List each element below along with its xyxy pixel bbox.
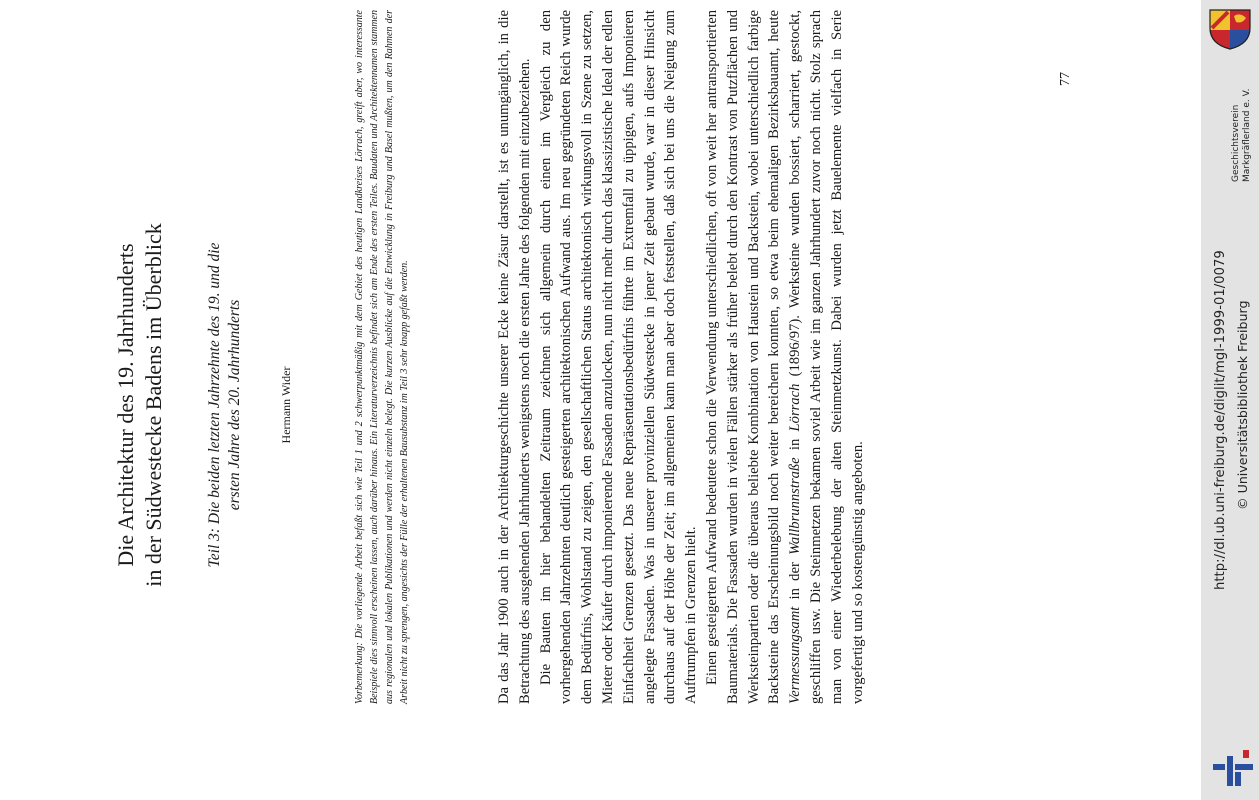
- author-name: Hermann Wider: [279, 366, 293, 444]
- society-name: [1231, 89, 1253, 182]
- copyright-notice: © Universitätsbibliothek Freiburg: [1235, 300, 1250, 510]
- paragraph-3-text: in: [787, 431, 804, 458]
- subtitle-line-1: Teil 3: Die beiden letzten Jahrzehnte des 19. und die: [206, 242, 223, 568]
- place-wallbrunnstrasse: Wallbrunnstraße: [787, 457, 804, 555]
- library-logo-icon: [1211, 748, 1255, 788]
- paragraph-2: Die Bauten im hier behandelten Zeitraum zeichnen sich allgemein durch einen im Vergleich zu den vorhergehenden Jahrzehnten deutlich gesteigerten architektonischen Aufwand aus. Im neu gegründeten Reich wurde dem Bedürfnis, Wohlstand zu zeigen, den gesellschaftlichen Status architektonisch wirkungsvoll in Szene zu setzen, Mieter oder Käufer durch imponierende Fassaden anzulocken, nun nicht mehr durch das klassizistische Ideal der edlen Einfachheit Grenzen gesetzt. Das neue Repräsentationsbedürfnis führte im Extremfall zu üppigen, aufs Imponieren angelegte Fassaden. Was in unserer provinziellen Südwestecke in jener Zeit gebaut wurde, war in dieser Hinsicht durchaus auf der Höhe der Zeit; im allgemeinen kann man aber doch feststellen, daß sich bei uns die Neigung zum Auftrumpfen in Grenzen hielt.: [537, 10, 700, 704]
- paragraph-3-text: (1896/97). Werksteine wurden bossiert, scharriert, gestockt, geschliffen usw. Die Steinmetzen bekamen soviel Arbeit wie im ganzen Jahrhundert zuvor noch nicht. Stolz sprach man von einer Wiederbelebung der alten Steinmetzkunst. Dabei wurden jetzt Bauelemente vielfach in Serie vorgefertigt und so kostengünstig angeboten.: [787, 9, 866, 704]
- society-line-2: Markgräflerland e. V.: [1242, 88, 1252, 182]
- article-body: [494, 10, 868, 704]
- title-line-1: Die Architektur des 19. Jahrhunderts: [113, 243, 138, 567]
- place-vermessungsamt: Vermessungsamt: [787, 606, 804, 704]
- page-number: 77: [1058, 72, 1073, 86]
- subtitle-line-2: ersten Jahre des 20. Jahrhunderts: [226, 299, 243, 511]
- place-loerrach: Lörrach: [787, 383, 804, 432]
- article-title: [112, 10, 168, 800]
- society-line-1: Geschichtsverein: [1231, 104, 1241, 182]
- coat-of-arms-icon: [1208, 8, 1252, 50]
- paragraph-1: Da das Jahr 1900 auch in der Architekturgeschichte unserer Ecke keine Zäsur darstellt, ist es unumgänglich, in die Betrachtung des ausgehenden Jahrhunderts wenigstens noch die ersten Jahre des folgenden mit einzubeziehen.: [496, 10, 533, 704]
- article-subtitle: [205, 10, 245, 800]
- paragraph-3-text: in der: [787, 554, 804, 607]
- paragraph-3-text: Einen gesteigerten Aufwand bedeutete schon die Verwendung unterschiedlichen, oft von weit her antransportierten Baumaterials. Die Fassaden wurden in vielen Fällen stärker als früher belebt durch den Kontrast von Putzflächen und Werksteinpartien oder die überaus beliebte Kombination von Haustein und Backstein, wobei unterschiedlich farbige Backsteine das Erscheinungsbild noch weiter bereichern konnten, so etwa beim ehemaligen Bezirksbauamt, heute: [703, 10, 783, 704]
- source-url-link[interactable]: http://dl.ub.uni-freiburg.de/diglit/mgl-1999-01/0079: [1213, 250, 1228, 590]
- title-line-2: in der Südwestecke Badens im Überblick: [141, 223, 166, 587]
- paragraph-3: [702, 10, 868, 704]
- preliminary-remark: Vorbemerkung: Die vorliegende Arbeit befaßt sich wie Teil 1 und 2 schwerpunktmäßig mit dem Gebiet des heutigen Landkreises Lörrach, greift aber, wo interessante Beispiele dies sinnvoll erscheinen lassen, auch darüber hinaus. Ein Literaturverzeichnis befindet sich am Ende des ersten Teiles. Baudaten und Architektennamen stammen aus regionalen und lokalen Publikationen und werden nicht einzeln belegt. Die kurzen Ausblicke auf die Entwicklung in Freiburg und Basel mußten, um den Rahmen der Arbeit nicht zu sprengen, angesichts der Fülle der erhaltenen Bausubstanz im Teil 3 sehr knapp gefaßt werden.: [354, 10, 410, 704]
